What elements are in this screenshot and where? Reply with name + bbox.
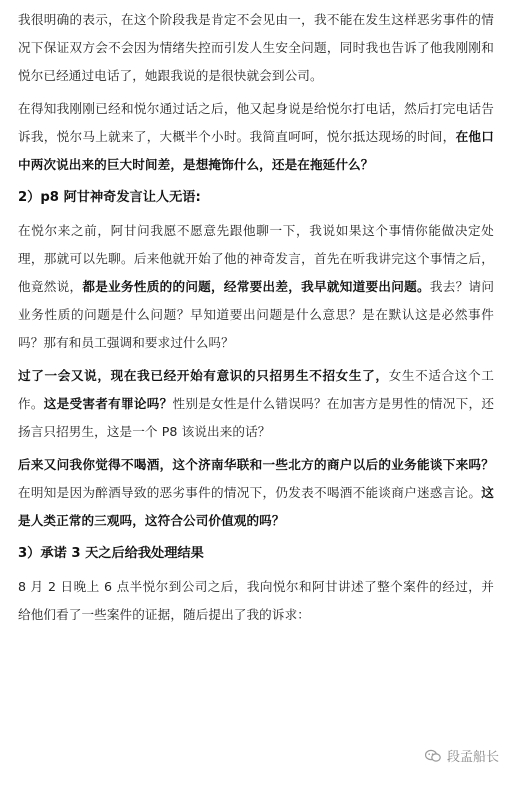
wechat-channel-icon — [425, 749, 441, 763]
bold-text: 都是业务性质的的问题，经常要出差，我早就知道要出问题。 — [82, 279, 430, 294]
text-run: 女生不适合这个工作。 — [18, 368, 494, 411]
article-body — [18, 6, 494, 634]
text-run: 在明知是因为醉酒导致的恶劣事件的情况下，仍发表不喝酒不能谈商户迷惑言论。 — [18, 485, 482, 500]
bold-text: 2）p8 阿甘神奇发言让人无语: — [18, 190, 201, 205]
bold-text: 这是人类正常的三观吗，这符合公司价值观的吗？ — [18, 485, 494, 528]
text-run: 我很明确的表示，在这个阶段我是肯定不会见由一，我不能在发生这样恶劣事件的情况下保证双方会不会因为情绪失控而引发人生安全问题，同时我也告诉了他我刚刚和悦尔已经通过电话了，她跟我说的是很快就会到公司。 — [18, 12, 494, 83]
text-run: 在得知我刚刚已经和悦尔通过话之后，他又起身说是给悦尔打电话，然后打完电话告诉我，悦尔马上就来了，大概半个小时。我简直呵呵，悦尔抵达现场的时间， — [18, 101, 494, 144]
text-run: 性别是女性是什么错误吗？在加害方是男性的情况下，还扬言只招男生，这是一个 P8 该说出来的话？ — [18, 396, 495, 439]
paragraph — [18, 362, 494, 446]
text-run: 我去？请问业务性质的问题是什么问题？早知道要出问题是什么意思？是在默认这是必然事件吗？那有和员工强调和要求过什么吗？ — [18, 279, 495, 350]
paragraph — [18, 95, 494, 179]
bold-text: 后来又问我你觉得不喝酒，这个济南华联和一些北方的商户以后的业务能谈下来吗？ — [18, 457, 494, 472]
bold-text: 在他口中两次说出来的巨大时间差，是想掩饰什么，还是在拖延什么？ — [18, 129, 494, 172]
paragraph — [18, 451, 494, 535]
watermark-label: 段孟船长 — [446, 750, 499, 765]
paragraph — [18, 217, 494, 357]
section-heading — [18, 540, 494, 568]
text-run: 8 月 2 日晚上 6 点半悦尔到公司之后，我向悦尔和阿甘讲述了整个案件的经过，并给他们看了一些案件的证据，随后提出了我的诉求： — [18, 579, 494, 622]
watermark — [425, 746, 499, 765]
section-heading — [18, 184, 494, 212]
text-run: 在悦尔来之前，阿甘问我愿不愿意先跟他聊一下，我说如果这个事情你能做决定处理，那就可以先聊。后来他就开始了他的神奇发言，首先在听我讲完这个事情之后，他竟然说， — [18, 223, 494, 294]
bold-text: 这是受害者有罪论吗？ — [43, 396, 173, 411]
paragraph — [18, 6, 494, 90]
paragraph — [18, 573, 494, 629]
bold-text: 3）承诺 3 天之后给我处理结果 — [18, 546, 204, 561]
bold-text: 过了一会又说，现在我已经开始有意识的只招男生不招女生了， — [18, 368, 389, 383]
